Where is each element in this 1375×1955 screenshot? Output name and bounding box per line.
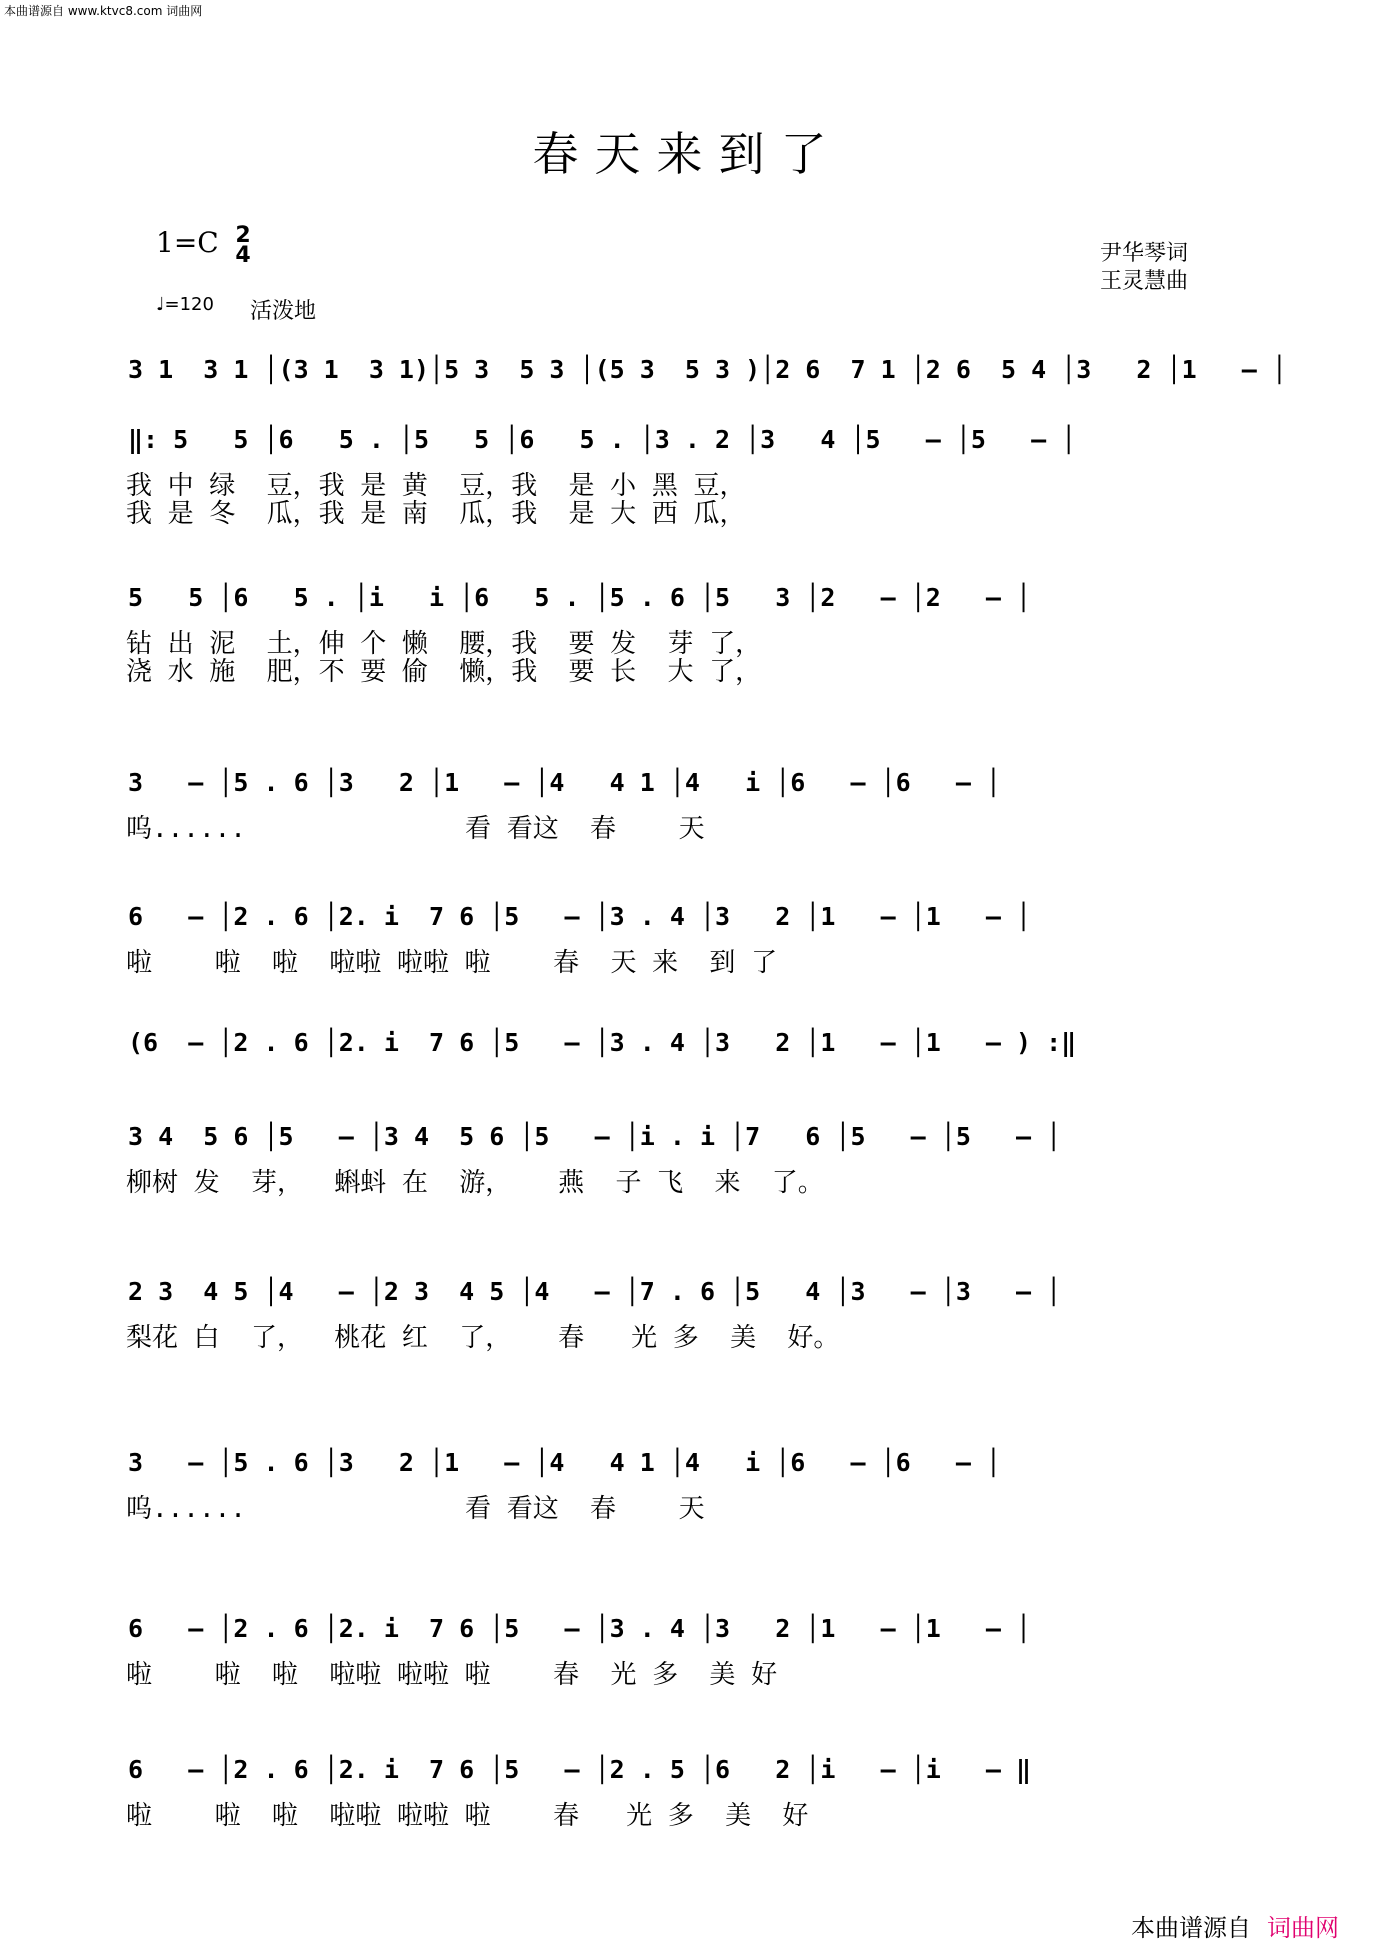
notation-row: ‖: 5 5 │6 5 . │5 5 │6 5 . │3 . 2 │3 4 │5 – │5 – │ xyxy=(128,425,1077,454)
song-title: 春天来到了 xyxy=(532,127,843,181)
lyric-line: 呜...... 看 看这 春 天 xyxy=(126,814,705,844)
tempo-marking: ♩=120 xyxy=(156,294,214,315)
notation-row: 3 4 5 6 │5 – │3 4 5 6 │5 – │i . i │7 6 │5 – │5 – │ xyxy=(128,1122,1062,1151)
composer-credit: 王灵慧曲 xyxy=(1100,269,1189,294)
notation-row: 6 – │2 . 6 │2. i 7 6 │5 – │2 . 5 │6 2 │i – │i – ‖ xyxy=(128,1755,1032,1784)
lyric-line: 梨花 白 了， 桃花 红 了， 春 光 多 美 好。 xyxy=(126,1323,840,1353)
lyric-line: 钻 出 泥 土，伸 个 懒 腰，我 要 发 芽 了， xyxy=(126,629,762,659)
lyric-line: 啦 啦 啦 啦啦 啦啦 啦 春 天 来 到 了 xyxy=(126,948,778,978)
lyric-line: 啦 啦 啦 啦啦 啦啦 啦 春 光 多 美 好 xyxy=(126,1660,778,1690)
time-signature-top: 2 xyxy=(235,223,251,248)
notation-row: 2 3 4 5 │4 – │2 3 4 5 │4 – │7 . 6 │5 4 │3 – │3 – │ xyxy=(128,1277,1062,1306)
source-watermark: 本曲谱源自 www.ktvc8.com 词曲网 xyxy=(4,4,203,18)
lyric-line: 呜...... 看 看这 春 天 xyxy=(126,1494,705,1524)
notation-row: (6 – │2 . 6 │2. i 7 6 │5 – │3 . 4 │3 2 │1 – │1 – ) :‖ xyxy=(128,1028,1077,1057)
notation-row: 3 – │5 . 6 │3 2 │1 – │4 4 1 │4 i │6 – │6 – │ xyxy=(128,1448,1001,1477)
lyric-line: 柳树 发 芽， 蝌蚪 在 游， 燕 子 飞 来 了。 xyxy=(126,1168,824,1198)
lyric-line: 我 中 绿 豆，我 是 黄 豆，我 是 小 黑 豆， xyxy=(126,471,746,501)
footer-source-text: 本曲谱源自 xyxy=(1131,1914,1251,1942)
notation-row: 6 – │2 . 6 │2. i 7 6 │5 – │3 . 4 │3 2 │1 – │1 – │ xyxy=(128,1614,1032,1643)
time-signature xyxy=(232,223,254,268)
lyric-line: 啦 啦 啦 啦啦 啦啦 啦 春 光 多 美 好 xyxy=(126,1801,809,1831)
lyric-line: 我 是 冬 瓜，我 是 南 瓜，我 是 大 西 瓜， xyxy=(126,499,746,529)
lyricist-credit: 尹华琴词 xyxy=(1100,241,1189,266)
footer-brand: 词曲网 xyxy=(1267,1914,1339,1942)
time-signature-bottom: 4 xyxy=(235,243,251,268)
expression-marking: 活泼地 xyxy=(250,299,317,324)
lyric-line: 浇 水 施 肥，不 要 偷 懒，我 要 长 大 了， xyxy=(126,657,762,687)
notation-row: 6 – │2 . 6 │2. i 7 6 │5 – │3 . 4 │3 2 │1 – │1 – │ xyxy=(128,902,1032,931)
notation-row: 5 5 │6 5 . │i i │6 5 . │5 . 6 │5 3 │2 – │2 – │ xyxy=(128,583,1032,612)
notation-row: 3 – │5 . 6 │3 2 │1 – │4 4 1 │4 i │6 – │6 – │ xyxy=(128,768,1001,797)
notation-row: 3 1 3 1 │(3 1 3 1)│5 3 5 3 │(5 3 5 3 )│2 6 7 1 │2 6 5 4 │3 2 │1 – │ xyxy=(128,355,1287,384)
key-signature: 1=C xyxy=(156,226,219,259)
footer-source xyxy=(1131,1908,1339,1943)
